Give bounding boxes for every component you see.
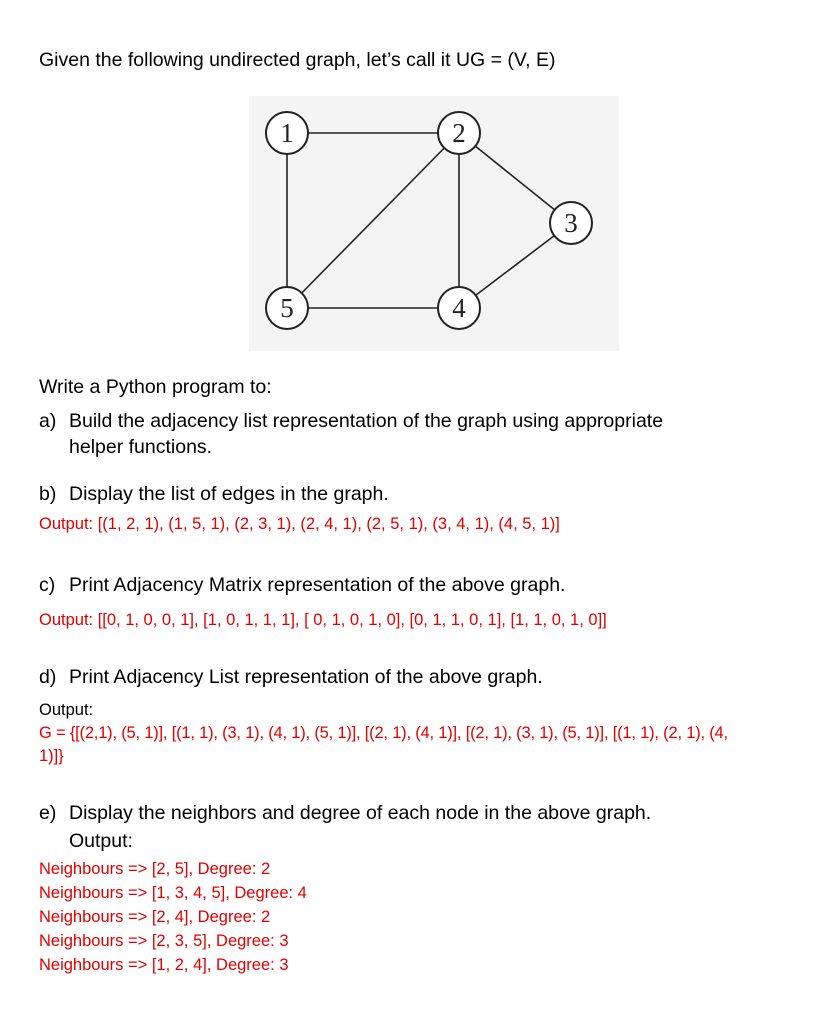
- item-e: [39, 804, 799, 854]
- item-a-line2: helper functions.: [69, 436, 213, 458]
- neighbours-line-3: Neighbours => [2, 4], Degree: 2: [39, 908, 271, 926]
- neighbours-line-4: Neighbours => [2, 3, 5], Degree: 3: [39, 932, 289, 950]
- item-a: [39, 412, 799, 462]
- prompt-text: Write a Python program to:: [39, 376, 272, 398]
- item-c-text: Print Adjacency Matrix representation of the above graph.: [69, 574, 566, 596]
- item-e-marker: e): [39, 802, 57, 824]
- item-c-marker: c): [39, 574, 56, 596]
- node-2-label: 2: [452, 118, 466, 148]
- item-e-text: Display the neighbors and degree of each node in the above graph.: [69, 802, 652, 824]
- node-3-label: 3: [564, 208, 578, 238]
- node-3: [550, 202, 592, 244]
- item-d-output-label: Output:: [39, 701, 94, 719]
- node-5-label: 5: [280, 293, 294, 323]
- item-d-marker: d): [39, 666, 57, 688]
- node-5: [266, 287, 308, 329]
- neighbours-line-1: Neighbours => [2, 5], Degree: 2: [39, 860, 271, 878]
- item-b-output: Output: [(1, 2, 1), (1, 5, 1), (2, 3, 1), (2, 4, 1), (2, 5, 1), (3, 4, 1), (4, 5, 1)]: [39, 515, 560, 533]
- item-d-output-line1: G = {[(2,1), (5, 1)], [(1, 1), (3, 1), (4, 1), (5, 1)], [(2, 1), (4, 1)], [(2, 1), (3, 1), (5, 1)], [(1, 1), (2, 1), (4,: [39, 724, 728, 742]
- node-4: [438, 287, 480, 329]
- item-b-marker: b): [39, 483, 57, 505]
- item-d: [39, 668, 799, 690]
- graph-svg: [249, 96, 619, 351]
- item-a-line1: Build the adjacency list representation of the graph using appropriate: [69, 410, 664, 432]
- intro-text: Given the following undirected graph, let’s call it UG = (V, E): [39, 49, 556, 71]
- graph-figure: [249, 96, 619, 351]
- neighbours-line-2: Neighbours => [1, 3, 4, 5], Degree: 4: [39, 884, 307, 902]
- item-b: [39, 485, 799, 507]
- edge-2-5: [287, 133, 459, 308]
- node-1-label: 1: [280, 118, 294, 148]
- item-d-output-line2: 1)]}: [39, 747, 64, 765]
- item-c: [39, 576, 799, 598]
- node-4-label: 4: [452, 293, 466, 323]
- node-1: [266, 112, 308, 154]
- item-a-marker: a): [39, 410, 57, 432]
- item-e-output-label: Output:: [69, 830, 133, 852]
- item-b-text: Display the list of edges in the graph.: [69, 483, 389, 505]
- neighbours-line-5: Neighbours => [1, 2, 4], Degree: 3: [39, 956, 289, 974]
- item-d-text: Print Adjacency List representation of the above graph.: [69, 666, 543, 688]
- node-2: [438, 112, 480, 154]
- item-c-output: Output: [[0, 1, 0, 0, 1], [1, 0, 1, 1, 1], [ 0, 1, 0, 1, 0], [0, 1, 1, 0, 1], [1, 1, 0, 1, 0]]: [39, 611, 607, 629]
